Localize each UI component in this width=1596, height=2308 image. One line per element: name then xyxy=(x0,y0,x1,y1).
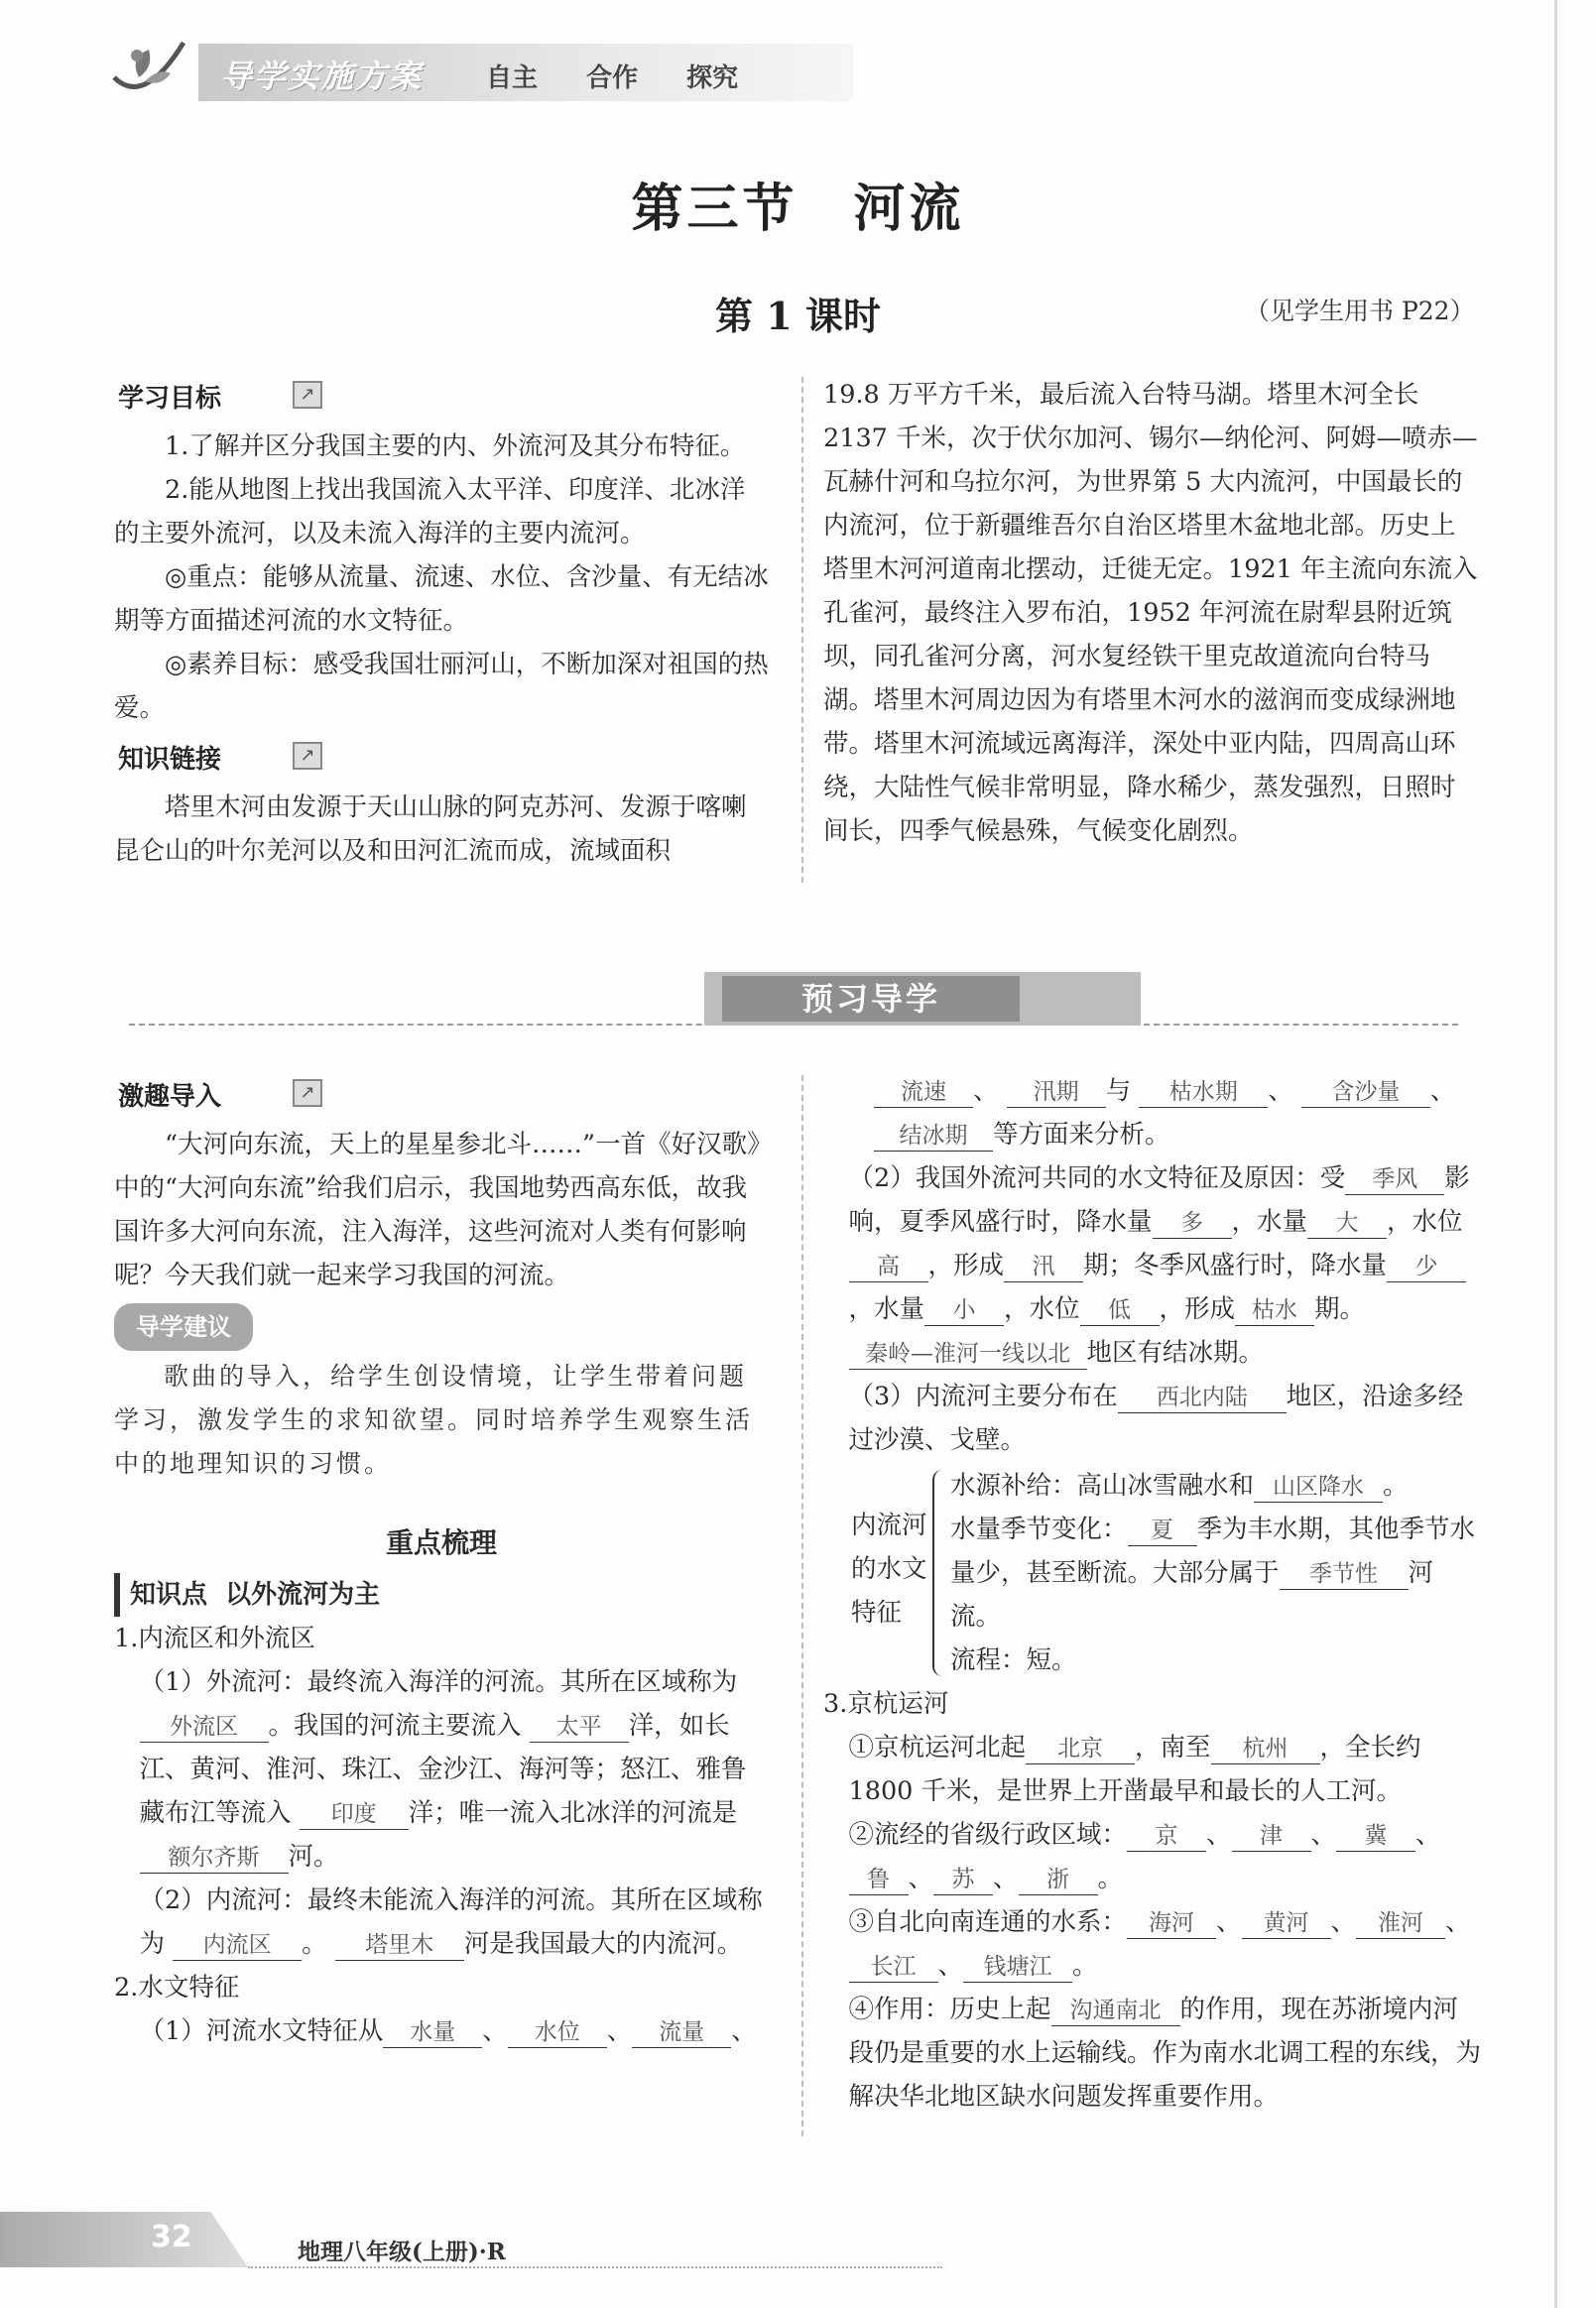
knowledge-text-right: 19.8 万平方千米，最后流入台特马湖。塔里木河全长 2137 千米，次于伏尔加河、锡尔—纳伦河、阿姆—喷赤—瓦赫什河和乌拉尔河，为世界第 5 大内流河，中国最长的内流河，位于新疆维吾尔自治区塔里木盆地北部。历史上塔里木河河道南北摆动，迁徙无定。1921 年主流向东流入孔雀河，最终注入罗布泊，1952 年河流在尉犁县附近筑坝，同孔雀河分离，河水复经铁干里克故道流向台特马湖。塔里木河周边因为有塔里木河水的滋润而变成绿洲地带。塔里木河流域远离海洋，深处中亚内陆，四周高山环绕，大陆性气候非常明显，降水稀少，蒸发强烈，日照时间长，四季气候悬殊，气候变化剧烈。 xyxy=(823,380,1478,846)
text: （1）河流水文特征从 xyxy=(139,2016,384,2046)
text: 、 xyxy=(1445,1907,1471,1937)
page-header xyxy=(109,38,1547,107)
header-tags xyxy=(486,58,768,94)
goal-item: 1.了解并区分我国主要的内、外流河及其分布特征。 xyxy=(165,431,746,461)
seedling-logo-icon xyxy=(109,38,188,107)
preview-banner xyxy=(129,972,1458,1032)
answer-blank: 流速 xyxy=(874,1077,973,1108)
answer-blank: 津 xyxy=(1232,1821,1311,1852)
answer-blank: 水量 xyxy=(383,2017,482,2048)
text: 、 xyxy=(482,2016,508,2046)
text: 。 xyxy=(1072,1951,1098,1981)
suggest-block xyxy=(114,1303,769,1486)
section-1a xyxy=(114,1660,769,1879)
section-1-heading: 1.内流区和外流区 xyxy=(114,1624,315,1653)
banner-title: 预习导学 xyxy=(722,976,1020,1022)
footer-book-title: 地理八年级(上册)·R xyxy=(298,2239,506,2265)
answer-blank: 长江 xyxy=(849,1952,938,1983)
intro-text: “大河向东流，天上的星星参北斗……”一首《好汉歌》中的“大河向东流”给我们启示，我国地势西高东低，故我国许多大河向东流，注入海洋，这些河流对人类有何影响呢？今天我们就一起来学习我国的河流。 xyxy=(114,1130,760,1290)
text: 、 xyxy=(731,2016,757,2046)
text: 期。 xyxy=(1314,1294,1366,1324)
knowledge-text-left: 塔里木河由发源于天山山脉的阿克苏河、发源于喀喇昆仑山的叶尔羌河以及和田河汇流而成，流域面积 xyxy=(114,792,747,866)
text: ，水位 xyxy=(1004,1294,1080,1324)
answer-blank: 大 xyxy=(1307,1208,1387,1239)
feature-season xyxy=(950,1508,1483,1639)
section-3b xyxy=(823,1813,1483,1900)
suggest-text: 歌曲的导入，给学生创设情境，让学生带着问题学习，激发学生的求知欲望。同时培养学生观察生活中的地理知识的习惯。 xyxy=(114,1362,754,1478)
answer-blank: 西北内陆 xyxy=(1118,1383,1287,1413)
answer-blank: 含沙量 xyxy=(1301,1077,1430,1108)
text: 洋；唯一流入北冰洋的河流是 xyxy=(408,1798,738,1828)
section-1b xyxy=(114,1879,769,1966)
answer-blank: 印度 xyxy=(300,1799,409,1830)
answer-blank: 山区降水 xyxy=(1254,1472,1383,1503)
answer-blank: 钱塘江 xyxy=(963,1952,1072,1983)
intro-tag: 激趣导入 xyxy=(114,1073,235,1113)
answer-blank: 杭州 xyxy=(1211,1734,1320,1764)
text: 、 xyxy=(993,1864,1019,1893)
footer-tab xyxy=(0,2212,248,2267)
text: 、 xyxy=(937,1951,964,1981)
answer-blank: 低 xyxy=(1080,1295,1160,1326)
text: 季为丰水期，其他季节水量少，甚至断流。大部分属于 xyxy=(950,1515,1476,1588)
text: 河是我国最大的内流河。 xyxy=(463,1929,743,1959)
answer-blank: 夏 xyxy=(1128,1516,1197,1546)
page-number: 32 xyxy=(151,2220,192,2254)
answer-blank: 沟通南北 xyxy=(1051,1996,1180,2026)
answer-blank: 鲁 xyxy=(849,1865,909,1895)
text: ，形成 xyxy=(1159,1294,1236,1324)
text: ，形成 xyxy=(927,1251,1005,1280)
knowledge-point-heading xyxy=(114,1573,769,1617)
header-brand: 导学实施方案 xyxy=(220,58,424,95)
banner-box xyxy=(704,972,1141,1026)
text: 水源补给：高山冰雪融水和 xyxy=(950,1471,1255,1501)
answer-blank: 高 xyxy=(849,1252,928,1282)
text: 河。 xyxy=(288,1842,339,1872)
lesson-subtitle: 第 1 课时 xyxy=(715,294,881,338)
goal-item: ◎素养目标：感受我国壮丽河山，不断加深对祖国的热爱。 xyxy=(114,650,769,723)
goals-heading xyxy=(114,375,769,425)
answer-blank: 外流区 xyxy=(140,1712,269,1743)
text: 、 xyxy=(1206,1820,1232,1850)
text: ，水位 xyxy=(1387,1207,1463,1237)
answer-blank: 秦岭—淮河一线以北 xyxy=(849,1339,1087,1370)
column-divider xyxy=(801,377,803,883)
answer-blank: 流量 xyxy=(632,2017,731,2048)
answer-blank: 海河 xyxy=(1127,1908,1216,1939)
section-2a-start xyxy=(114,2009,769,2053)
section-3d xyxy=(823,1988,1483,2119)
text: 河流。 xyxy=(950,1558,1434,1632)
section-3c xyxy=(823,1900,1483,1988)
section-3-heading: 3.京杭运河 xyxy=(823,1689,949,1719)
text: 、 xyxy=(1216,1907,1242,1937)
answer-blank: 淮河 xyxy=(1356,1908,1445,1939)
goals-column xyxy=(114,375,769,873)
text: ②流经的省级行政区域： xyxy=(848,1820,1128,1850)
brace-icon xyxy=(932,1470,946,1676)
section-2a-end xyxy=(823,1069,1483,1156)
text: ，全长约 1800 千米，是世界上开凿最早和最长的人工河。 xyxy=(848,1733,1421,1806)
answer-blank: 黄河 xyxy=(1242,1908,1331,1939)
text: 地区，沿途多经过沙漠、戈壁。 xyxy=(848,1382,1464,1455)
suggest-label: 导学建议 xyxy=(114,1303,253,1351)
text: 。 xyxy=(302,1929,327,1959)
answer-blank: 冀 xyxy=(1336,1821,1415,1852)
goals-tag: 学习目标 xyxy=(114,375,235,415)
inner-river-features xyxy=(851,1464,1483,1682)
features-column xyxy=(823,1069,1483,2119)
intro-heading xyxy=(114,1073,769,1123)
answer-blank: 结冰期 xyxy=(874,1121,993,1152)
goal-item: 2.能从地图上找出我国流入太平洋、印度洋、北冰洋的主要外流河，以及未流入海洋的主要内流河。 xyxy=(114,475,746,548)
header-tag: 探究 xyxy=(686,63,739,93)
text: （3）内流河主要分布在 xyxy=(848,1382,1118,1411)
text: 、 xyxy=(1330,1907,1357,1937)
answer-blank: 苏 xyxy=(933,1865,993,1895)
text: （1）外流河：最终流入海洋的河流。其所在区域称为 xyxy=(139,1667,738,1697)
answer-blank: 少 xyxy=(1387,1252,1466,1282)
text: 、 xyxy=(1429,1076,1456,1106)
text: 影响，夏季风盛行时，降水量 xyxy=(848,1163,1470,1237)
text: 。 xyxy=(1097,1864,1124,1893)
text: ①京杭运河北起 xyxy=(848,1733,1027,1762)
answer-blank: 太平 xyxy=(530,1712,629,1743)
answer-blank: 塔里木 xyxy=(335,1930,464,1961)
book-reference: （见学生用书 P22） xyxy=(1245,297,1475,325)
answer-blank: 北京 xyxy=(1026,1734,1135,1764)
header-tag: 自主 xyxy=(486,63,539,93)
text: 的作用，现在苏浙境内河段仍是重要的水上运输线。作为南水北调工程的东线，为解决华北地区缺水问题发挥重要作用。 xyxy=(848,1995,1482,2112)
feature-length: 流程：短。 xyxy=(950,1645,1077,1675)
text: ，南至 xyxy=(1135,1733,1211,1762)
feature-supply xyxy=(950,1464,1483,1508)
arrow-icon: ↗ xyxy=(293,381,322,409)
text: ，水量 xyxy=(848,1294,925,1324)
inner-river-label: 内流河的水文特征 xyxy=(851,1511,927,1628)
answer-blank: 浙 xyxy=(1019,1865,1098,1895)
answer-blank: 内流区 xyxy=(173,1930,302,1961)
text: 、 xyxy=(1310,1820,1337,1850)
text: 、 xyxy=(606,2016,633,2046)
section-2-heading: 2.水文特征 xyxy=(114,1973,240,2003)
knowledge-column xyxy=(823,373,1478,853)
key-title: 重点梳理 xyxy=(385,1526,497,1559)
column-divider xyxy=(801,1075,803,2136)
text: 、 xyxy=(1268,1076,1293,1106)
text: 。 xyxy=(1383,1471,1409,1501)
knowledge-tag: 知识链接 xyxy=(114,736,235,776)
text: 地区有结冰期。 xyxy=(1086,1338,1265,1368)
section-3a xyxy=(823,1726,1483,1813)
page-edge xyxy=(1554,0,1557,2308)
arrow-icon: ↗ xyxy=(293,742,322,770)
arrow-icon: ↗ xyxy=(293,1079,322,1107)
answer-blank: 枯水期 xyxy=(1139,1077,1268,1108)
intro-column xyxy=(114,1073,769,2053)
answer-blank: 汛 xyxy=(1004,1252,1083,1282)
answer-blank: 汛期 xyxy=(1007,1077,1106,1108)
answer-blank: 季风 xyxy=(1345,1164,1444,1195)
answer-blank: 水位 xyxy=(508,2017,607,2048)
footer-line xyxy=(248,2266,942,2268)
goal-item: ◎重点：能够从流量、流速、水位、含沙量、有无结冰期等方面描述河流的水文特征。 xyxy=(114,562,769,636)
text: 与 xyxy=(1105,1076,1132,1106)
answer-blank: 多 xyxy=(1153,1208,1232,1239)
text: 、 xyxy=(1415,1820,1441,1850)
text: ③自北向南连通的水系： xyxy=(848,1907,1128,1937)
text: 、 xyxy=(973,1076,999,1106)
text: 水量季节变化： xyxy=(950,1515,1128,1544)
text: 、 xyxy=(908,1864,934,1893)
text: （2）内流河：最终未能流入海洋的河流。其所在区域称为 xyxy=(139,1885,763,1959)
text: 洋，如长江、黄河、淮河、珠江、金沙江、海河等；怒江、雅鲁藏布江等流入 xyxy=(139,1711,747,1828)
answer-blank: 额尔齐斯 xyxy=(140,1843,289,1874)
text: ④作用：历史上起 xyxy=(848,1995,1051,2024)
answer-blank: 枯水 xyxy=(1235,1295,1314,1326)
section-2c xyxy=(823,1375,1483,1462)
section-title: 第三节 河流 xyxy=(631,179,965,239)
knowledge-heading xyxy=(114,736,769,786)
text: 。我国的河流主要流入 xyxy=(268,1711,522,1741)
text: （2）我国外流河共同的水文特征及原因：受 xyxy=(848,1163,1346,1193)
text: 期；冬季风盛行时，降水量 xyxy=(1083,1251,1388,1280)
point-title: 以外流河为主 xyxy=(225,1580,381,1610)
point-label: 知识点 xyxy=(130,1580,208,1610)
answer-blank: 京 xyxy=(1127,1821,1206,1852)
header-tag: 合作 xyxy=(586,63,639,93)
section-2b xyxy=(823,1156,1483,1375)
text: 等方面来分析。 xyxy=(993,1120,1170,1150)
text: ，水量 xyxy=(1231,1207,1308,1237)
answer-blank: 小 xyxy=(924,1295,1004,1326)
brace-items xyxy=(950,1464,1483,1682)
answer-blank: 季节性 xyxy=(1280,1559,1409,1590)
